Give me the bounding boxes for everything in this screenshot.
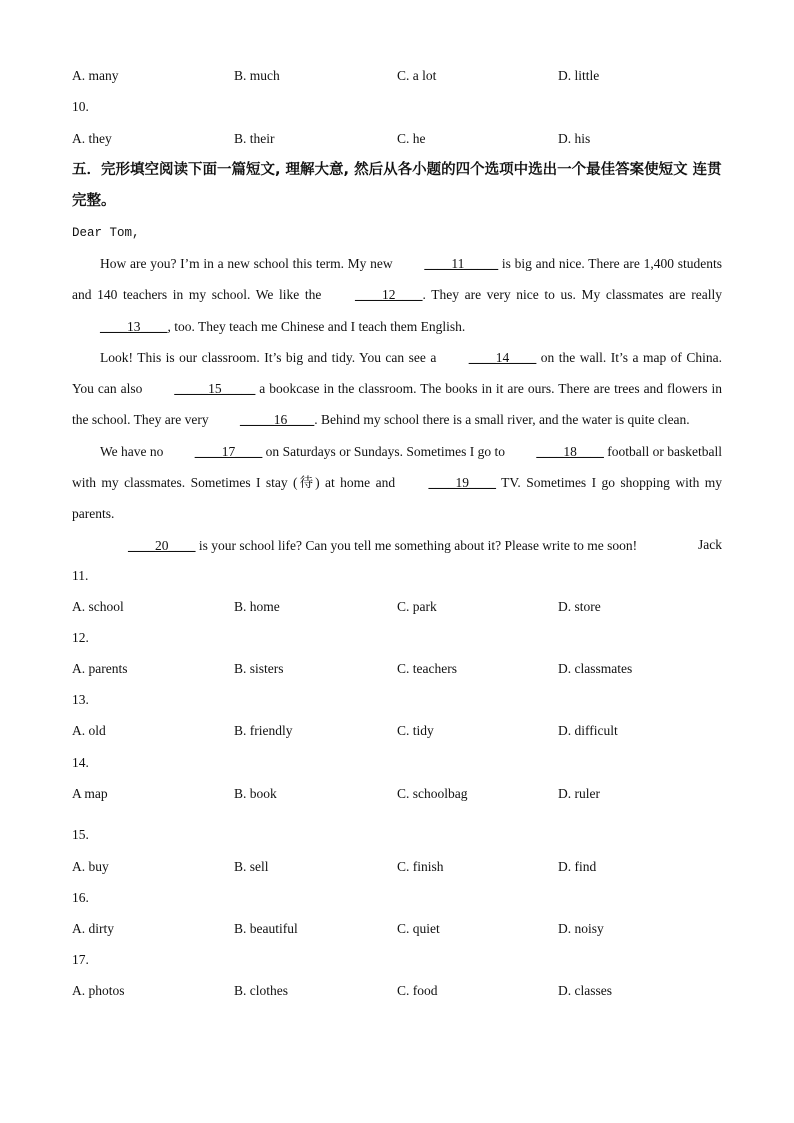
option-d: D. classmates — [558, 661, 633, 676]
q10-option-d: D. his — [558, 131, 591, 146]
blank-19: ____19____ — [428, 475, 496, 491]
letter-greeting: Dear Tom, — [72, 226, 140, 240]
text-run: . They are very nice to us. My classmates are really — [422, 287, 722, 303]
text-run: is big and nice. There are 1,400 students and 140 teachers in my school. We like the — [72, 256, 722, 303]
section-heading: 五．完形填空阅读下面一篇短文, 理解大意, 然后从各小题的四个选项中选出一个最佳答案使短文 连贯完整。 — [72, 162, 722, 209]
option-b: B. sell — [234, 859, 269, 874]
option-a: A. school — [72, 599, 124, 614]
option-b: B. friendly — [234, 723, 293, 738]
blank-18: ____18____ — [536, 443, 604, 459]
text-run: . Behind my school there is a small river, and the water is quite clean. — [314, 412, 690, 428]
option-d: D. classes — [558, 983, 612, 998]
text-run: football or basketball with my classmates. Sometimes I stay (待) at home and — [72, 443, 722, 491]
option-a: A. old — [72, 723, 106, 738]
option-d: D. store — [558, 599, 601, 614]
q10-option-b: B. their — [234, 131, 275, 146]
text-run: on the wall. It’s a map of China. You can also — [72, 349, 722, 397]
question-number: 15. — [72, 827, 89, 842]
text-run: TV. Sometimes I go shopping with my parents. — [72, 475, 722, 522]
text-run: Look! This is our classroom. It’s big and tidy. You can see a — [100, 349, 441, 365]
q9-option-a: A. many — [72, 68, 119, 83]
blank-12: ____12____ — [354, 287, 423, 303]
option-d: D. difficult — [558, 723, 618, 738]
text-run: , too. They teach me Chinese and I teach them English. — [167, 318, 466, 334]
option-c: C. food — [397, 983, 438, 998]
q10-option-c: C. he — [397, 131, 426, 146]
question-number: 12. — [72, 630, 89, 645]
option-c: C. teachers — [397, 661, 457, 676]
option-b: B. sisters — [234, 661, 284, 676]
option-b: B. home — [234, 599, 280, 614]
option-c: C. quiet — [397, 921, 440, 936]
text-run: is your school life? Can you tell me something about it? Please write to me soon! — [195, 537, 638, 553]
letter-signature: Jack — [698, 537, 722, 552]
option-a: A. photos — [72, 983, 125, 998]
text-run: a bookcase in the classroom. The books in it are ours. There are trees and flowers in the school. They are very — [72, 381, 722, 428]
option-b: B. clothes — [234, 983, 288, 998]
option-c: C. finish — [397, 859, 444, 874]
blank-16: _____16____ — [239, 412, 315, 428]
option-b: B. book — [234, 786, 277, 801]
question-number: 14. — [72, 755, 89, 770]
question-number: 16. — [72, 890, 89, 905]
option-a: A. dirty — [72, 921, 114, 936]
q9-option-c: C. a lot — [397, 68, 437, 83]
text-run: on Saturdays or Sundays. Sometimes I go to — [262, 443, 509, 459]
option-c: C. park — [397, 599, 437, 614]
letter-paragraph-3 — [72, 436, 722, 530]
blank-14: ____14____ — [468, 349, 537, 365]
option-b: B. beautiful — [234, 921, 298, 936]
blank-17: ____17____ — [194, 443, 263, 459]
question-number: 11. — [72, 568, 89, 583]
option-d: D. find — [558, 859, 597, 874]
blank-20: ____20____ — [128, 537, 196, 553]
question-number: 13. — [72, 692, 89, 707]
text-run: How are you? I’m in a new school this term. My new — [100, 256, 397, 271]
q10-option-a: A. they — [72, 131, 112, 146]
q9-option-d: D. little — [558, 68, 600, 83]
letter-paragraph-1 — [72, 248, 722, 342]
blank-11: ____11_____ — [424, 256, 499, 271]
option-a: A map — [72, 786, 108, 801]
letter-body — [72, 248, 722, 561]
option-a: A. parents — [72, 661, 128, 676]
option-d: D. ruler — [558, 786, 600, 801]
option-d: D. noisy — [558, 921, 604, 936]
option-c: C. schoolbag — [397, 786, 468, 801]
text-run: We have no — [100, 443, 167, 459]
letter-paragraph-2 — [72, 342, 722, 436]
q9-option-b: B. much — [234, 68, 280, 83]
blank-15: _____15_____ — [174, 381, 256, 397]
option-c: C. tidy — [397, 723, 434, 738]
option-a: A. buy — [72, 859, 109, 874]
q10-number: 10. — [72, 99, 89, 114]
blank-13: ____13____ — [100, 318, 168, 334]
question-number: 17. — [72, 952, 89, 967]
letter-paragraph-4 — [72, 530, 722, 561]
